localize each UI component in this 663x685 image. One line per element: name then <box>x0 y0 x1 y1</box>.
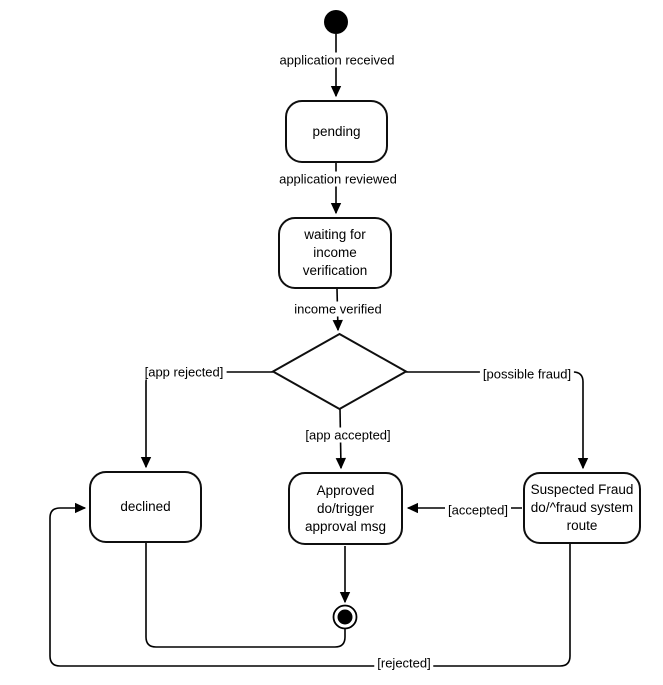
final-state-node <box>338 610 353 625</box>
label-app-rejected: [app rejected] <box>142 365 227 380</box>
state-waiting-label-line2: income <box>313 245 357 260</box>
state-approved-label-line2: do/trigger <box>316 500 375 516</box>
edge-possible-fraud <box>406 372 583 468</box>
state-declined <box>89 471 202 543</box>
label-rejected: [rejected] <box>374 656 433 671</box>
state-declined-label: declined <box>120 499 171 514</box>
edge-app-rejected <box>146 372 273 467</box>
label-application-received: application received <box>277 53 398 68</box>
label-accepted: [accepted] <box>445 503 511 518</box>
initial-state-node <box>324 10 348 34</box>
state-suspected-fraud-label-line1: Suspected Fraud <box>530 482 634 497</box>
decision-diamond <box>273 334 406 409</box>
state-approved-label-line1: Approved <box>316 482 375 498</box>
state-pending-label: pending <box>312 123 361 139</box>
state-waiting-label-line1: waiting for <box>304 227 366 242</box>
state-approved <box>288 472 403 545</box>
state-waiting-income-verification <box>278 217 392 289</box>
label-income-verified: income verified <box>291 302 384 317</box>
state-pending <box>285 100 388 163</box>
label-application-reviewed: application reviewed <box>276 172 400 187</box>
state-waiting-label-line3: verification <box>302 263 368 278</box>
state-approved-label-line3: approval msg <box>304 518 387 534</box>
label-app-accepted: [app accepted] <box>302 428 393 443</box>
state-suspected-fraud <box>523 472 641 544</box>
edge-declined-to-final <box>146 543 345 647</box>
state-suspected-fraud-label-line2: do/^fraud system <box>530 500 634 515</box>
state-suspected-fraud-label-line3: route <box>566 518 598 533</box>
label-possible-fraud: [possible fraud] <box>480 367 574 382</box>
